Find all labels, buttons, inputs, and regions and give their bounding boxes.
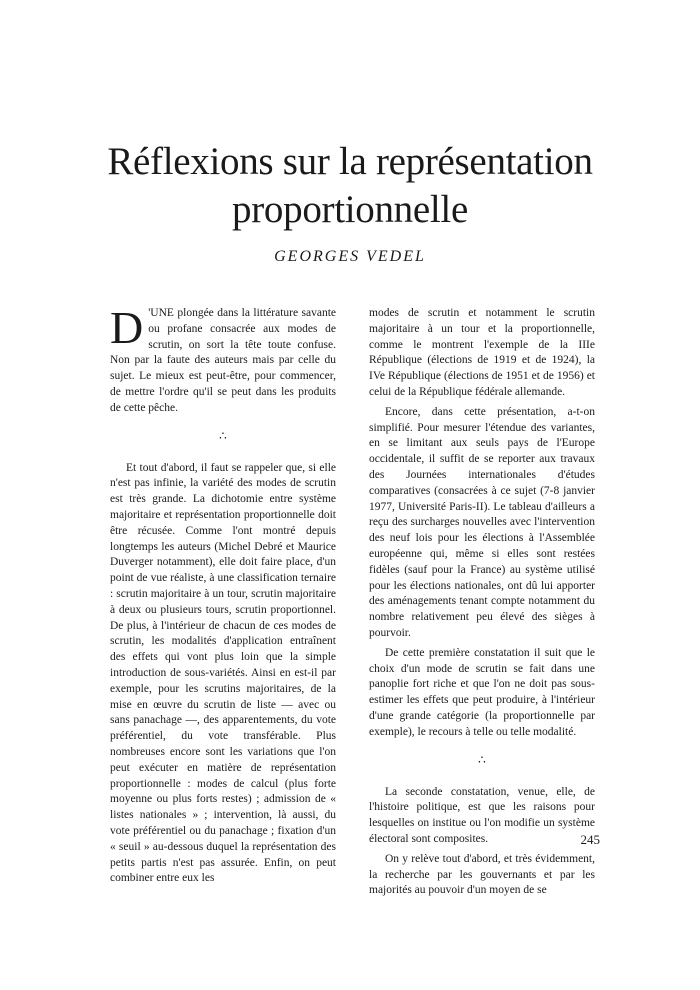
left-column: [110, 302, 336, 887]
article-author: GEORGES VEDEL: [274, 248, 426, 265]
body-paragraph: Et tout d'abord, il faut se rappeler que, si elle n'est pas infinie, la variété des modes de scrutin est très grande. La dichotomie entre système majoritaire et représentation proportionnelle doit être récusée. Comme l'ont montré depuis longtemps les auteurs (Michel Debré et Maurice Duverger notamment), elle doit faire place, d'un point de vue réaliste, à une classification ternaire : scrutin majoritaire à un tour, scrutin majoritaire à deux ou plusieurs tours, scrutin proportionnel. De plus, à l'intérieur de chacun de ces modes de scrutin, les modalités d'application entraînent des effets qui vont plus loin que la simple introduction de sous-variétés. Ainsi en est-il par exemple, pour les scrutins majoritaires, de la mise en œuvre du scrutin de liste — avec ou sans panachage —, des apparentements, du vote préférentiel, du vote transférable. Plus nombreuses encore sont les variations que l'on peut exécuter en matière de représentation proportionnelle : modes de calcul (plus forte moyenne ou plus forts restes) ; admission de « listes nationales » ; intervention, là aussi, du vote préférentiel ou du panachage ; fixation d'un « seuil » au-dessous duquel la représentation des petits partis n'est pas assurée. Enfin, on peut combiner entre eux les: [110, 461, 336, 885]
section-divider-icon: ∴: [478, 752, 486, 767]
body-paragraph: modes de scrutin et notamment le scrutin majoritaire à un tour et la proportionnelle, comme le montrent l'exemple de la IIIe République (élections de 1919 et de 1924), la IVe République (élections de 1951 et de 1956) et celui de la République fédérale allemande.: [369, 307, 595, 398]
body-paragraph: Encore, dans cette présentation, a-t-on simplifié. Pour mesurer l'étendue des variantes, en se limitant aux seuls pays de l'Europe occidentale, il suffit de se reporter aux travaux des Journées internationales d'études comparatives (consacrées à ce sujet (7-8 janvier 1977, Université Paris-II). Le tableau d'ailleurs a reçu des surcharges nouvelles avec l'intervention des neuf lois pour les élections à l'Assemblée européenne qui, même si elles sont restées fidèles (sauf pour la France) au système utilisé pour les élections nationales, ont dû lui apporter des aménagements tenant compte notamment du nombre relativement peu élevé des sièges à pourvoir.: [369, 405, 595, 639]
opening-paragraph: [110, 302, 336, 417]
opening-paragraph-text: plongée dans la littérature savante ou profane consacrée aux modes de scrutin, on sort la tête toute confuse. Non par la faute des auteurs mais par celle du sujet. Le mieux est peut-être, pour commencer, de mettre l'ordre qu'il se peut dans les produits de cette pêche.: [110, 307, 336, 414]
right-column: [369, 306, 595, 899]
body-paragraph: De cette première constatation il suit que le choix d'un mode de scrutin se fait dans une panoplie fort riche et que l'on ne doit pas sous-estimer les effets que peut produire, à l'intérieur d'une grande catégorie (la proportionnelle par exemple), le recours à telle ou telle modalité.: [369, 646, 595, 738]
article-title: Réflexions sur la représentation proportionnelle: [107, 140, 593, 231]
drop-cap: D: [110, 302, 144, 353]
opening-word: 'UNE: [148, 307, 174, 319]
body-paragraph: La seconde constatation, venue, elle, de l'histoire politique, est que les raisons pour lesquelles on institue ou l'on modifie un système électoral sont composites.: [369, 785, 595, 845]
page-number: 245: [580, 832, 600, 847]
section-divider-icon: ∴: [219, 428, 227, 443]
body-paragraph: On y relève tout d'abord, et très évidemment, la recherche par les gouvernants et par les majorités au pouvoir d'un moyen de se: [369, 852, 595, 897]
